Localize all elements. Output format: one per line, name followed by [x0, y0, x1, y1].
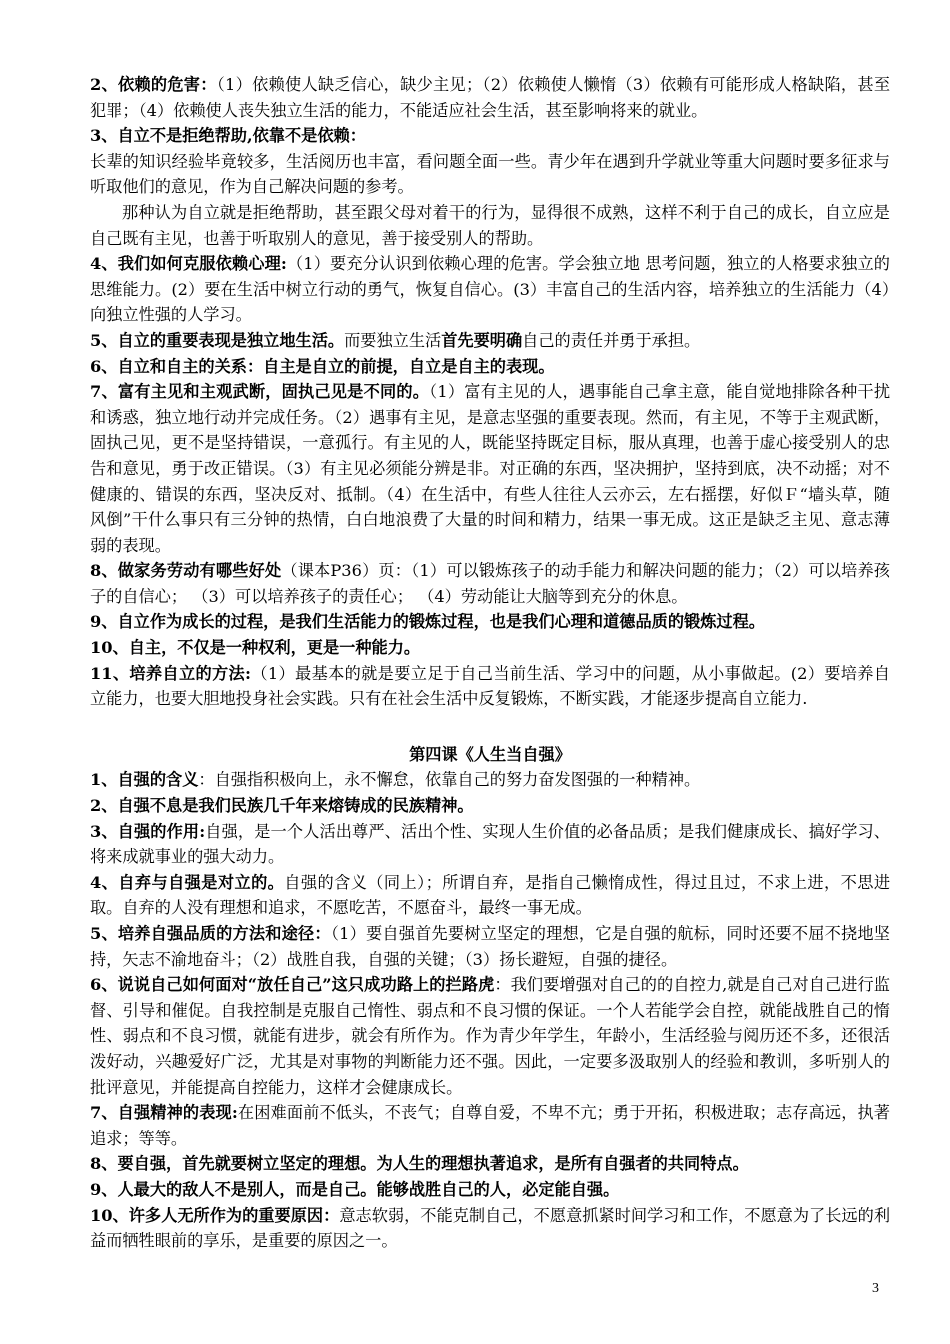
- item-text: ：自强指积极向上，永不懈怠，依靠自己的努力奋发图强的一种精神。: [198, 770, 701, 790]
- item-text: （1）最基本的就是要立足于自己当前生活、学习中的问题，从小事做起。(2）要培养自立能力，也要大胆地投身社会实践。只有在社会生活中反复锻炼，不断实践，才能逐步提高自立能力.: [90, 663, 890, 709]
- section-spacer: [90, 712, 890, 742]
- document-page: [90, 72, 890, 1254]
- item-heading: 9、人最大的敌人不是别人，而是自己。能够战胜自己的人，必定能自强。: [90, 1179, 620, 1199]
- page-number: 3: [872, 1281, 879, 1296]
- item-text: （1）依赖使人缺乏信心，缺少主见；（2）依赖使人懒惰（3）依赖有可能形成人格缺陷，甚至犯罪；（4）依赖使人丧失独立生活的能力，不能适应社会生活，甚至影响将来的就业。: [90, 75, 891, 120]
- item-heading: 6、说说自己如何面对“放任自己”这只成功路上的拦路虎: [90, 975, 495, 995]
- item-heading: 3、自立不是拒绝帮助,依靠不是依赖：: [90, 126, 366, 146]
- item-heading: 8、做家务劳动有哪些好处: [90, 561, 282, 581]
- item-11-methods: [90, 661, 890, 712]
- item-4-overcome-dependence: [90, 251, 890, 328]
- item-2-dependence-harm: [90, 72, 890, 123]
- item-6-relation: [90, 354, 890, 380]
- item-emphasis: 首先要明确: [441, 330, 523, 350]
- l4-item-5: [90, 921, 890, 972]
- l4-item-10: [90, 1203, 890, 1254]
- item-3-heading: [90, 123, 890, 149]
- item-3-text-2: 那种认为自立就是拒绝帮助，甚至跟父母对着干的行为，显得很不成熟，这样不利于自己的成长，自立应是自己既有主见，也善于听取别人的意见，善于接受别人的帮助。: [90, 202, 890, 248]
- item-9-growth: [90, 609, 890, 635]
- l4-item-6: [90, 972, 890, 1100]
- item-7-opinion: [90, 379, 890, 558]
- item-8-housework: [90, 558, 890, 609]
- item-heading: 11、培养自立的方法:: [90, 663, 252, 683]
- item-text: （1）要自强首先要树立坚定的理想，它是自强的航标，同时还要不屈不挠地坚持，矢志不渝地奋斗；（2）战胜自我，自强的关键；（3）扬长避短，自强的捷径。: [90, 924, 890, 969]
- item-heading: 2、依赖的危害：: [90, 75, 217, 94]
- item-heading: 4、自弃与自强是对立的。: [90, 872, 285, 892]
- item-text: （1）要充分认识到依赖心理的危害。学会独立地 思考问题，独立的人格要求独立的思维能力。(2）要在生活中树立行动的勇气，恢复自信心。(3）丰富自己的生活内容，培养独立的生活能力（4）向独立性强的人学习。: [90, 254, 890, 325]
- item-text: ：我们要增强对自己的的自控力,就是自己对自己进行监督、引导和催促。自我控制是克服自己惰性、弱点和不良习惯的保证。一个人若能学会自控，就能战胜自己的惰性、弱点和不良习惯，就能有进步，就会有所作为。作为青少年学生，年龄小，生活经验与阅历还不多，还很活泼好动，兴趣爱好广泛，尤其是对事物的判断能力还不强。因此，一定要多汲取别人的经验和教训，多听别人的批评意见，并能提高自控能力，这样才会健康成长。: [90, 975, 890, 1097]
- item-heading: 4、我们如何克服依赖心理:: [90, 254, 287, 274]
- item-heading: 10、自主，不仅是一种权利，更是一种能力。: [90, 638, 421, 658]
- l4-item-1: [90, 767, 890, 793]
- item-text: 而要独立生活: [344, 330, 442, 350]
- item-heading: 7、自强精神的表现:: [90, 1103, 238, 1123]
- l4-item-4: [90, 870, 890, 921]
- l4-item-2: [90, 793, 890, 819]
- l4-item-7: [90, 1100, 890, 1151]
- item-5-independent-living: [90, 328, 890, 354]
- item-text-2: 自己的责任并勇于承担。: [522, 330, 701, 350]
- item-text: （1）富有主见的人，遇事能自己拿主意，能自觉地排除各种干扰和诱惑，独立地行动并完成任务。（2）遇事有主见，是意志坚强的重要表现。然而，有主见，不等于主观武断，固执己见，更不是坚持错误，一意孤行。有主见的人，既能坚持既定目标，服从真理，也善于虚心接受别人的忠告和意见，勇于改正错误。（3）有主见必须能分辨是非。对正确的东西，坚决拥护，坚持到底，决不动摇；对不健康的、错误的东西，坚决反对、抵制。（4）在生活中，有些人往往人云亦云，左右摇摆，好似Ｆ“墙头草，随风倒”干什么事只有三分钟的热情，白白地浪费了大量的时间和精力，结果一事无成。这正是缺乏主见、意志薄弱的表现。: [90, 382, 891, 555]
- item-text: 自强，是一个人活出尊严、活出个性、实现人生价值的必备品质；是我们健康成长、搞好学习、将来成就事业的强大动力。: [90, 821, 890, 867]
- item-text: （课本P36）页：（1）可以锻炼孩子的动手能力和解决问题的能力；（2）可以培养孩子的自信心； （3）可以培养孩子的责任心； （4）劳动能让大脑等到充分的休息。: [90, 561, 890, 606]
- item-heading: 8、要自强，首先就要树立坚定的理想。为人生的理想执著追求，是所有自强者的共同特点。: [90, 1154, 749, 1174]
- l4-item-9: [90, 1177, 890, 1203]
- item-heading: 3、自强的作用:: [90, 821, 206, 841]
- item-10-autonomy: [90, 635, 890, 661]
- item-heading: 6、自立和自主的关系：自主是自立的前提，自立是自主的表现。: [90, 356, 555, 376]
- item-text: 在困难面前不低头，不丧气；自尊自爱，不卑不亢；勇于开拓，积极进取；志存高远，执著追求；等等。: [90, 1103, 890, 1148]
- item-text: 意志软弱，不能克制自己，不愿意抓紧时间学习和工作，不愿意为了长远的利益而牺牲眼前的享乐，是重要的原因之一。: [90, 1205, 891, 1251]
- lesson-4-title: 第四课《人生当自强》: [409, 744, 571, 764]
- item-text: 自强的含义（同上）；所谓自弃，是指自己懒惰成性，得过且过，不求上进，不思进取。自弃的人没有理想和追求，不愿吃苦，不愿奋斗，最终一事无成。: [90, 872, 891, 918]
- item-heading: 9、自立作为成长的过程，是我们生活能力的锻炼过程，也是我们心理和道德品质的锻炼过程。: [90, 612, 765, 632]
- item-heading: 10、许多人无所作为的重要原因：: [90, 1205, 340, 1225]
- item-heading: 5、培养自强品质的方法和途径：: [90, 924, 331, 943]
- item-3-text-1: 长辈的知识经验毕竟较多，生活阅历也丰富，看问题全面一些。青少年在遇到升学就业等重大问题时要多征求与听取他们的意见，作为自己解决问题的参考。: [90, 151, 890, 197]
- l4-item-8: [90, 1151, 890, 1177]
- item-heading: 2、自强不息是我们民族几千年来熔铸成的民族精神。: [90, 796, 474, 816]
- item-heading: 5、自立的重要表现是独立地生活。: [90, 330, 345, 350]
- l4-item-3: [90, 819, 890, 870]
- item-heading: 7、富有主见和主观武断，固执己见是不同的。: [90, 382, 430, 402]
- item-heading: 1、自强的含义: [90, 770, 199, 790]
